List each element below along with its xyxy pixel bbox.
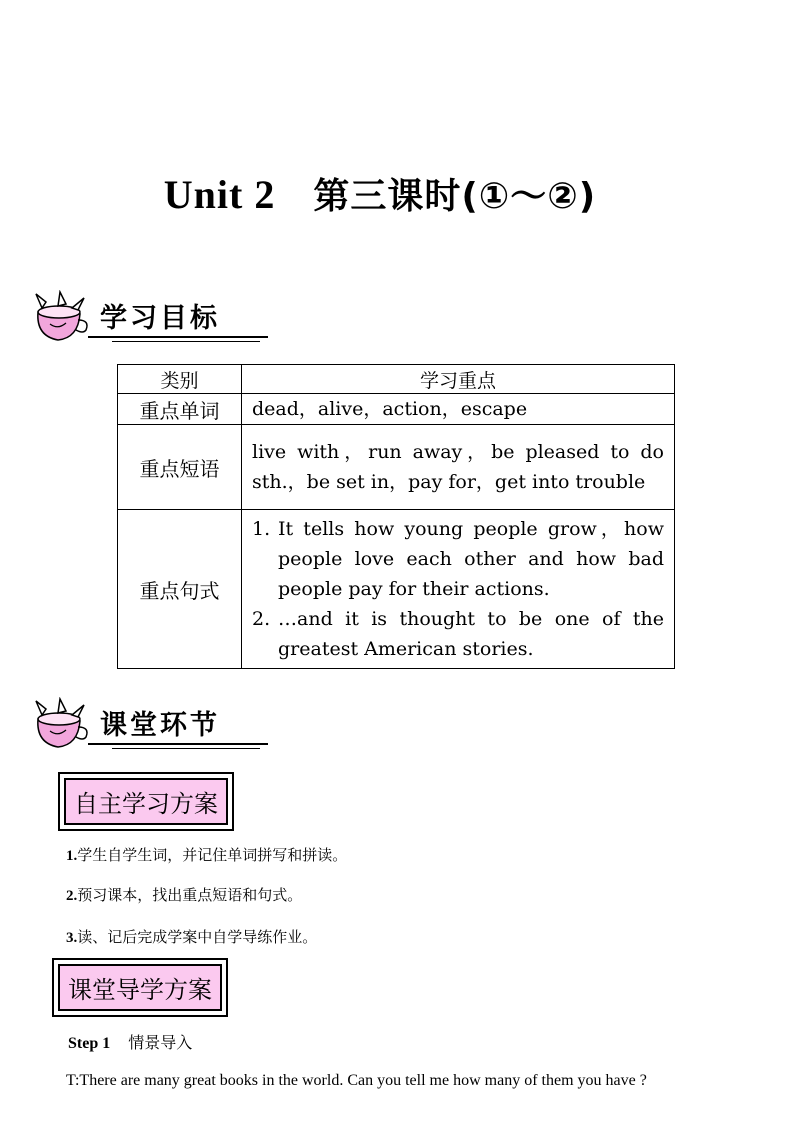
table-header-row [118, 365, 675, 394]
category-cell: 重点短语 [118, 425, 242, 510]
step-heading [68, 1030, 192, 1053]
divider [88, 743, 268, 745]
column-header: 类别 [118, 365, 242, 394]
item-text: 读、记后完成学案中自学导练作业。 [77, 928, 318, 946]
table-row [118, 394, 675, 425]
list-item [66, 844, 347, 865]
divider [88, 336, 268, 338]
list-item [66, 884, 302, 905]
item-number: 3. [66, 930, 78, 946]
dialog-line: T:There are many great books in the world. Can you tell me how many of them you have ? [66, 1072, 647, 1089]
section-header-class [28, 697, 268, 751]
item-number: 2. [66, 888, 78, 904]
cup-icon [28, 697, 92, 751]
divider [112, 748, 260, 749]
sentence-item [252, 514, 664, 604]
step-text: 情景导入 [128, 1033, 193, 1052]
item-text: 学生自学生词，并记住单词拼写和拼读。 [77, 846, 348, 864]
category-cell: 重点单词 [118, 394, 242, 425]
list-item [66, 926, 317, 947]
item-text: 预习课本，找出重点短语和句式。 [77, 886, 303, 904]
section-header-goals [28, 290, 268, 344]
sentence-text: It tells how young people grow，how people love each other and how bad people pay for their actions. [278, 518, 664, 600]
class-guide-box: 课堂导学方案 [58, 964, 222, 1011]
column-header: 学习重点 [242, 365, 675, 394]
content-cell: dead，alive，action，escape [242, 394, 675, 425]
page-title [0, 168, 760, 219]
table-row [118, 425, 675, 510]
content-cell: live with，run away，be pleased to do sth.，be set in，pay for，get into trouble [242, 425, 675, 510]
content-cell [242, 510, 675, 669]
cup-icon [28, 290, 92, 344]
sentence-number: 2. [252, 608, 271, 630]
divider [112, 341, 260, 342]
unit-label: Unit 2 [163, 172, 276, 217]
sentence-number: 1. [252, 518, 271, 540]
category-cell: 重点句式 [118, 510, 242, 669]
section-title: 课堂环节 [100, 710, 220, 741]
section-title: 学习目标 [100, 303, 220, 334]
self-study-box: 自主学习方案 [64, 778, 228, 825]
item-number: 1. [66, 848, 78, 864]
sentence-text: …and it is thought to be one of the greatest American stories. [278, 608, 664, 660]
step-label: Step 1 [68, 1035, 111, 1052]
goals-table [117, 364, 675, 669]
sentence-item [252, 604, 664, 664]
lesson-label: 第三课时(①～②) [313, 176, 597, 217]
table-row [118, 510, 675, 669]
